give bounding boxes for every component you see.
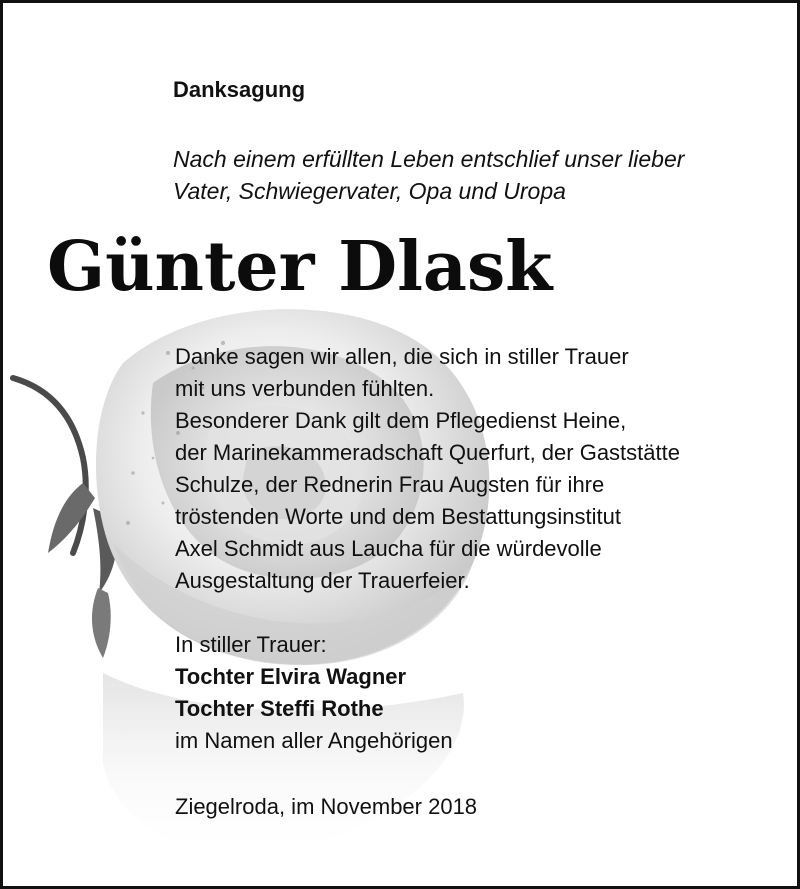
thanks-line: der Marinekammeradschaft Querfurt, der Gaststätte	[175, 440, 680, 465]
thanks-line: Ausgestaltung der Trauerfeier.	[175, 568, 470, 593]
mourners-closing: im Namen aller Angehörigen	[175, 728, 453, 753]
mourner-name: Tochter Elvira Wagner	[175, 664, 407, 689]
notice-content	[3, 3, 797, 886]
mourners-block	[175, 629, 675, 757]
place-and-date: Ziegelroda, im November 2018	[175, 794, 478, 819]
notice-heading: Danksagung	[173, 77, 306, 102]
thanks-line: Besonderer Dank gilt dem Pflegedienst Heine,	[175, 408, 627, 433]
thanks-line: Danke sagen wir allen, die sich in stiller Trauer	[175, 344, 629, 369]
thanks-line: Schulze, der Rednerin Frau Augsten für ihre	[175, 472, 605, 497]
mourner-name: Tochter Steffi Rothe	[175, 696, 384, 721]
thanks-line: mit uns verbunden fühlten.	[175, 376, 435, 401]
thanks-text	[175, 341, 785, 597]
thanks-line: tröstenden Worte und dem Bestattungsinstitut	[175, 504, 621, 529]
intro-line: Vater, Schwiegervater, Opa und Uropa	[173, 178, 566, 204]
mourning-intro: In stiller Trauer:	[175, 632, 327, 657]
intro-line: Nach einem erfüllten Leben entschlief unser lieber	[173, 146, 685, 172]
deceased-name: Günter Dlask	[47, 227, 553, 307]
thanks-line: Axel Schmidt aus Laucha für die würdevolle	[175, 536, 602, 561]
intro-text	[173, 143, 773, 207]
